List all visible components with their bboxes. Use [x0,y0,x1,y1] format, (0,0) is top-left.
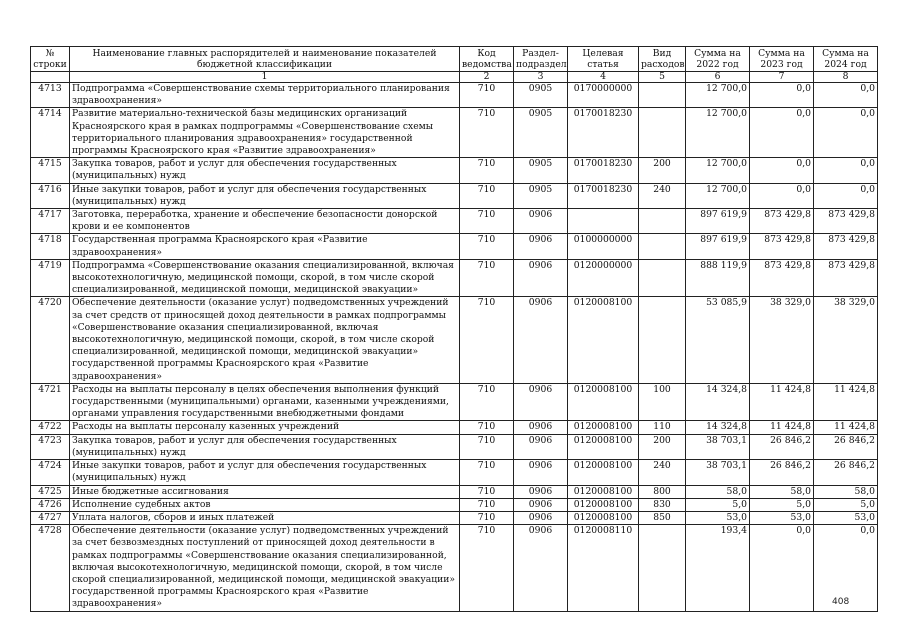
table-row [31,183,878,208]
row-number: 4723 [31,434,70,459]
section-code: 0906 [514,525,568,611]
row-number: 4728 [31,525,70,611]
expense-type: 200 [639,158,686,183]
expense-type [639,234,686,259]
ministry-code: 710 [460,498,514,511]
expense-type: 240 [639,460,686,485]
table-row [31,498,878,511]
row-name: Обеспечение деятельности (оказание услуг) подведомственных учреждений за счет средств от приносящей доход деятельности в рамках подпрограммы «Совершенствование оказания специализированной, включая высокотехнологичную, медицинской помощи, скорой, в том числе скорой специализированной, медицинской помощи, медицинской эвакуации» государственной программы Красноярского края «Развитие здравоохранения» [70,297,460,383]
target-item: 0120000000 [568,259,639,297]
sum-2024: 873 429,8 [814,234,878,259]
section-code: 0906 [514,485,568,498]
sum-2022: 897 619,9 [686,209,750,234]
table-row [31,209,878,234]
expense-type [639,259,686,297]
sum-2022: 53 085,9 [686,297,750,383]
expense-type: 110 [639,421,686,434]
sum-2023: 0,0 [750,108,814,158]
sum-2024: 0,0 [814,83,878,108]
table-row [31,259,878,297]
ministry-code: 710 [460,525,514,611]
sum-2023: 11 424,8 [750,421,814,434]
table-row [31,234,878,259]
row-number: 4715 [31,158,70,183]
header-row-number: № строки [31,47,70,72]
row-number: 4717 [31,209,70,234]
ministry-code: 710 [460,108,514,158]
sum-2023: 26 846,2 [750,460,814,485]
header-section: Раздел-подраздел [514,47,568,72]
sum-2024: 5,0 [814,498,878,511]
section-code: 0906 [514,498,568,511]
column-number: 6 [686,72,750,83]
ministry-code: 710 [460,383,514,421]
header-name: Наименование главных распорядителей и наименование показателей бюджетной классификации [70,47,460,72]
table-row [31,485,878,498]
target-item: 0120008100 [568,511,639,524]
sum-2022: 14 324,8 [686,421,750,434]
sum-2023: 0,0 [750,158,814,183]
sum-2024: 26 846,2 [814,460,878,485]
sum-2024: 0,0 [814,158,878,183]
column-number-blank [31,72,70,83]
sum-2022: 5,0 [686,498,750,511]
sum-2022: 38 703,1 [686,460,750,485]
row-number: 4719 [31,259,70,297]
ministry-code: 710 [460,511,514,524]
table-row [31,158,878,183]
table-row [31,511,878,524]
row-name: Подпрограмма «Совершенствование оказания специализированной, включая высокотехнологичную, медицинской помощи, скорой, в том числе скорой специализированной, медицинской помощи, медицинской эвакуации» [70,259,460,297]
table-row [31,383,878,421]
row-number: 4716 [31,183,70,208]
section-code: 0906 [514,297,568,383]
expense-type: 830 [639,498,686,511]
sum-2022: 12 700,0 [686,83,750,108]
target-item: 0120008100 [568,498,639,511]
sum-2024: 0,0 [814,183,878,208]
row-name: Заготовка, переработка, хранение и обеспечение безопасности донорской крови и ее компонентов [70,209,460,234]
sum-2024: 873 429,8 [814,209,878,234]
sum-2023: 11 424,8 [750,383,814,421]
target-item: 0120008100 [568,460,639,485]
section-code: 0906 [514,434,568,459]
ministry-code: 710 [460,434,514,459]
sum-2022: 12 700,0 [686,158,750,183]
ministry-code: 710 [460,485,514,498]
section-code: 0906 [514,383,568,421]
column-number: 3 [514,72,568,83]
ministry-code: 710 [460,234,514,259]
ministry-code: 710 [460,421,514,434]
section-code: 0905 [514,183,568,208]
target-item: 0100000000 [568,234,639,259]
sum-2022: 888 119,9 [686,259,750,297]
row-name: Иные бюджетные ассигнования [70,485,460,498]
row-number: 4725 [31,485,70,498]
table-row [31,460,878,485]
sum-2023: 873 429,8 [750,209,814,234]
expense-type: 800 [639,485,686,498]
sum-2023: 873 429,8 [750,259,814,297]
sum-2024: 873 429,8 [814,259,878,297]
ministry-code: 710 [460,460,514,485]
sum-2024: 53,0 [814,511,878,524]
sum-2023: 53,0 [750,511,814,524]
sum-2023: 5,0 [750,498,814,511]
page-number: 408 [832,597,850,607]
sum-2022: 12 700,0 [686,108,750,158]
target-item: 0120008100 [568,421,639,434]
table-row [31,434,878,459]
header-target-item: Целевая статья [568,47,639,72]
row-number: 4718 [31,234,70,259]
sum-2022: 53,0 [686,511,750,524]
sum-2023: 873 429,8 [750,234,814,259]
expense-type [639,525,686,611]
sum-2024: 58,0 [814,485,878,498]
row-number: 4713 [31,83,70,108]
header-row [31,47,878,72]
row-name: Государственная программа Красноярского края «Развитие здравоохранения» [70,234,460,259]
row-name: Уплата налогов, сборов и иных платежей [70,511,460,524]
row-number: 4721 [31,383,70,421]
section-code: 0906 [514,209,568,234]
column-number: 2 [460,72,514,83]
target-item: 0120008100 [568,297,639,383]
column-number: 7 [750,72,814,83]
sum-2022: 14 324,8 [686,383,750,421]
expense-type [639,209,686,234]
sum-2022: 58,0 [686,485,750,498]
header-sum-2024: Сумма на 2024 год [814,47,878,72]
ministry-code: 710 [460,209,514,234]
sum-2023: 38 329,0 [750,297,814,383]
sum-2022: 12 700,0 [686,183,750,208]
ministry-code: 710 [460,259,514,297]
section-code: 0905 [514,108,568,158]
row-number: 4714 [31,108,70,158]
table-body [31,83,878,612]
row-number: 4720 [31,297,70,383]
column-number: 5 [639,72,686,83]
column-number-row [31,72,878,83]
header-expense-type: Вид расходов [639,47,686,72]
target-item: 0120008100 [568,383,639,421]
expense-type: 100 [639,383,686,421]
section-code: 0906 [514,511,568,524]
header-sum-2022: Сумма на 2022 год [686,47,750,72]
target-item: 0170018230 [568,108,639,158]
sum-2023: 58,0 [750,485,814,498]
sum-2023: 0,0 [750,525,814,611]
sum-2023: 0,0 [750,83,814,108]
target-item: 0120008100 [568,434,639,459]
sum-2023: 0,0 [750,183,814,208]
row-name: Развитие материально-технической базы медицинских организаций Красноярского края в рамках подпрограммы «Совершенствование схемы территориального планирования здравоохранения» государственной программы Красноярского края «Развитие здравоохранения» [70,108,460,158]
sum-2024: 26 846,2 [814,434,878,459]
header-ministry-code: Код ведомства [460,47,514,72]
header-sum-2023: Сумма на 2023 год [750,47,814,72]
sum-2024: 38 329,0 [814,297,878,383]
row-name: Закупка товаров, работ и услуг для обеспечения государственных (муниципальных) нужд [70,434,460,459]
target-item: 0170018230 [568,158,639,183]
expense-type [639,83,686,108]
section-code: 0906 [514,259,568,297]
row-name: Исполнение судебных актов [70,498,460,511]
row-name: Иные закупки товаров, работ и услуг для обеспечения государственных (муниципальных) нужд [70,460,460,485]
section-code: 0906 [514,421,568,434]
sum-2024: 0,0 [814,525,878,611]
table-row [31,421,878,434]
sum-2022: 38 703,1 [686,434,750,459]
ministry-code: 710 [460,83,514,108]
row-name: Подпрограмма «Совершенствование схемы территориального планирования здравоохранения» [70,83,460,108]
expense-type: 200 [639,434,686,459]
column-number: 1 [70,72,460,83]
expense-type: 240 [639,183,686,208]
row-number: 4726 [31,498,70,511]
column-number: 4 [568,72,639,83]
ministry-code: 710 [460,158,514,183]
target-item: 0170000000 [568,83,639,108]
section-code: 0906 [514,234,568,259]
section-code: 0906 [514,460,568,485]
table-row [31,83,878,108]
row-name: Иные закупки товаров, работ и услуг для обеспечения государственных (муниципальных) нужд [70,183,460,208]
section-code: 0905 [514,83,568,108]
row-name: Закупка товаров, работ и услуг для обеспечения государственных (муниципальных) нужд [70,158,460,183]
target-item: 0120008110 [568,525,639,611]
sum-2022: 897 619,9 [686,234,750,259]
sum-2024: 11 424,8 [814,383,878,421]
target-item: 0170018230 [568,183,639,208]
ministry-code: 710 [460,183,514,208]
row-name: Обеспечение деятельности (оказание услуг) подведомственных учреждений за счет безвозмездных поступлений от приносящей доход деятельности в рамках подпрограммы «Совершенствование оказания специализированной, включая высокотехнологичную, медицинской помощи, скорой, в том числе скорой специализированной, медицинской помощи, медицинской эвакуации» государственной программы Красноярского края «Развитие здравоохранения» [70,525,460,611]
ministry-code: 710 [460,297,514,383]
expense-type [639,297,686,383]
target-item: 0120008100 [568,485,639,498]
column-number: 8 [814,72,878,83]
row-number: 4724 [31,460,70,485]
expense-type: 850 [639,511,686,524]
sum-2024: 11 424,8 [814,421,878,434]
table-row [31,297,878,383]
target-item [568,209,639,234]
sum-2023: 26 846,2 [750,434,814,459]
budget-table [30,46,878,612]
sum-2022: 193,4 [686,525,750,611]
expense-type [639,108,686,158]
row-name: Расходы на выплаты персоналу в целях обеспечения выполнения функций государственными (муниципальными) органами, казенными учреждениями, органами управления государственными внебюджетными фондами [70,383,460,421]
row-name: Расходы на выплаты персоналу казенных учреждений [70,421,460,434]
sum-2024: 0,0 [814,108,878,158]
row-number: 4722 [31,421,70,434]
row-number: 4727 [31,511,70,524]
section-code: 0905 [514,158,568,183]
table-row [31,108,878,158]
table-row [31,525,878,611]
